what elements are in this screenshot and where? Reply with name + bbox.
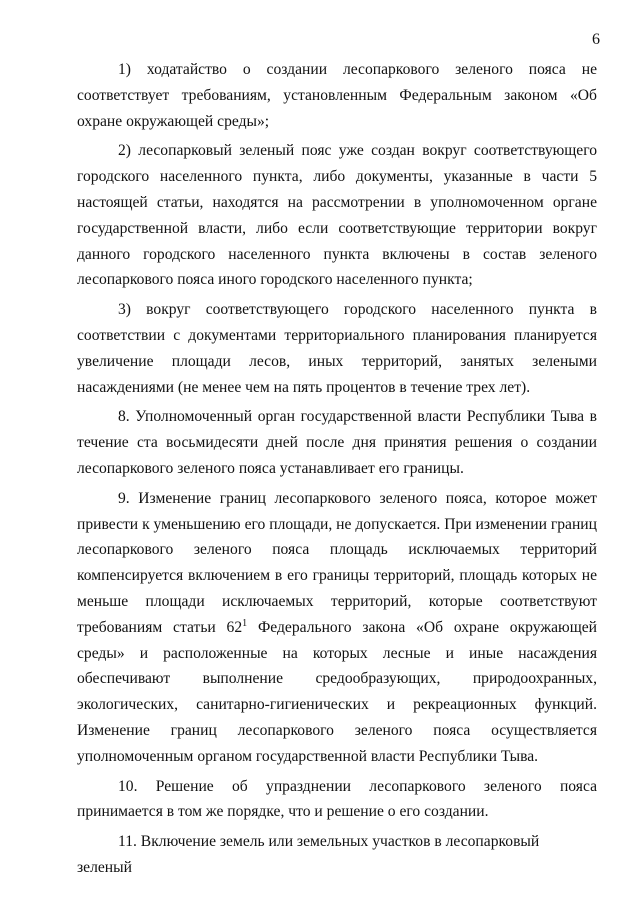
paragraph-9-text-before: 9. Изменение границ лесопаркового зеленого пояса, которое может привести к уменьшению его площади, не допускается. При изменении границ лесопаркового зеленого пояса площадь исключаемых территорий компенсируется включением в его границы территорий, площадь которых не меньше площади исключаемых территорий, которые соответствуют требованиям статьи 62 [77, 489, 597, 636]
paragraph-8: 8. Уполномоченный орган государственной власти Республики Тыва в течение ста восьмидесяти дней после дня принятия решения о создании лесопаркового зеленого пояса устанавливает его границы. [77, 408, 597, 477]
page-number: 6 [592, 31, 600, 48]
paragraph-9 [77, 486, 597, 770]
paragraph-11: 11. Включение земель или земельных участков в лесопарковый зеленый [77, 833, 540, 876]
document-body [77, 57, 597, 885]
article-superscript: 1 [242, 617, 248, 629]
paragraph-item-1: 1) ходатайство о создании лесопаркового зеленого пояса не соответствует требованиям, установленным Федеральным законом «Об охране окружающей среды»; [77, 61, 597, 130]
paragraph-9-text-after: Федерального закона «Об охране окружающей среды» и расположенные на которых лесные и иные насаждения обеспечивают выполнение средообразующих, природоохранных, экологических, санитарно-гигиенических и рекреационных функций. Изменение границ лесопаркового зеленого пояса осуществляется уполномоченным органом государственной власти Республики Тыва. [77, 618, 597, 765]
paragraph-item-3: 3) вокруг соответствующего городского населенного пункта в соответствии с документами территориального планирования планируется увеличение площади лесов, иных территорий, занятых зелеными насаждениями (не менее чем на пять процентов в течение трех лет). [77, 301, 597, 396]
paragraph-10: 10. Решение об упразднении лесопаркового зеленого пояса принимается в том же порядке, что и решение о его создании. [77, 777, 597, 821]
paragraph-item-2: 2) лесопарковый зеленый пояс уже создан вокруг соответствующего городского населенного пункта, либо документы, указанные в части 5 настоящей статьи, находятся на рассмотрении в уполномоченном органе государственной власти, либо если соответствующие территории вокруг данного городского населенного пункта включены в состав зеленого лесопаркового пояса иного городского населенного пункта; [77, 142, 597, 289]
